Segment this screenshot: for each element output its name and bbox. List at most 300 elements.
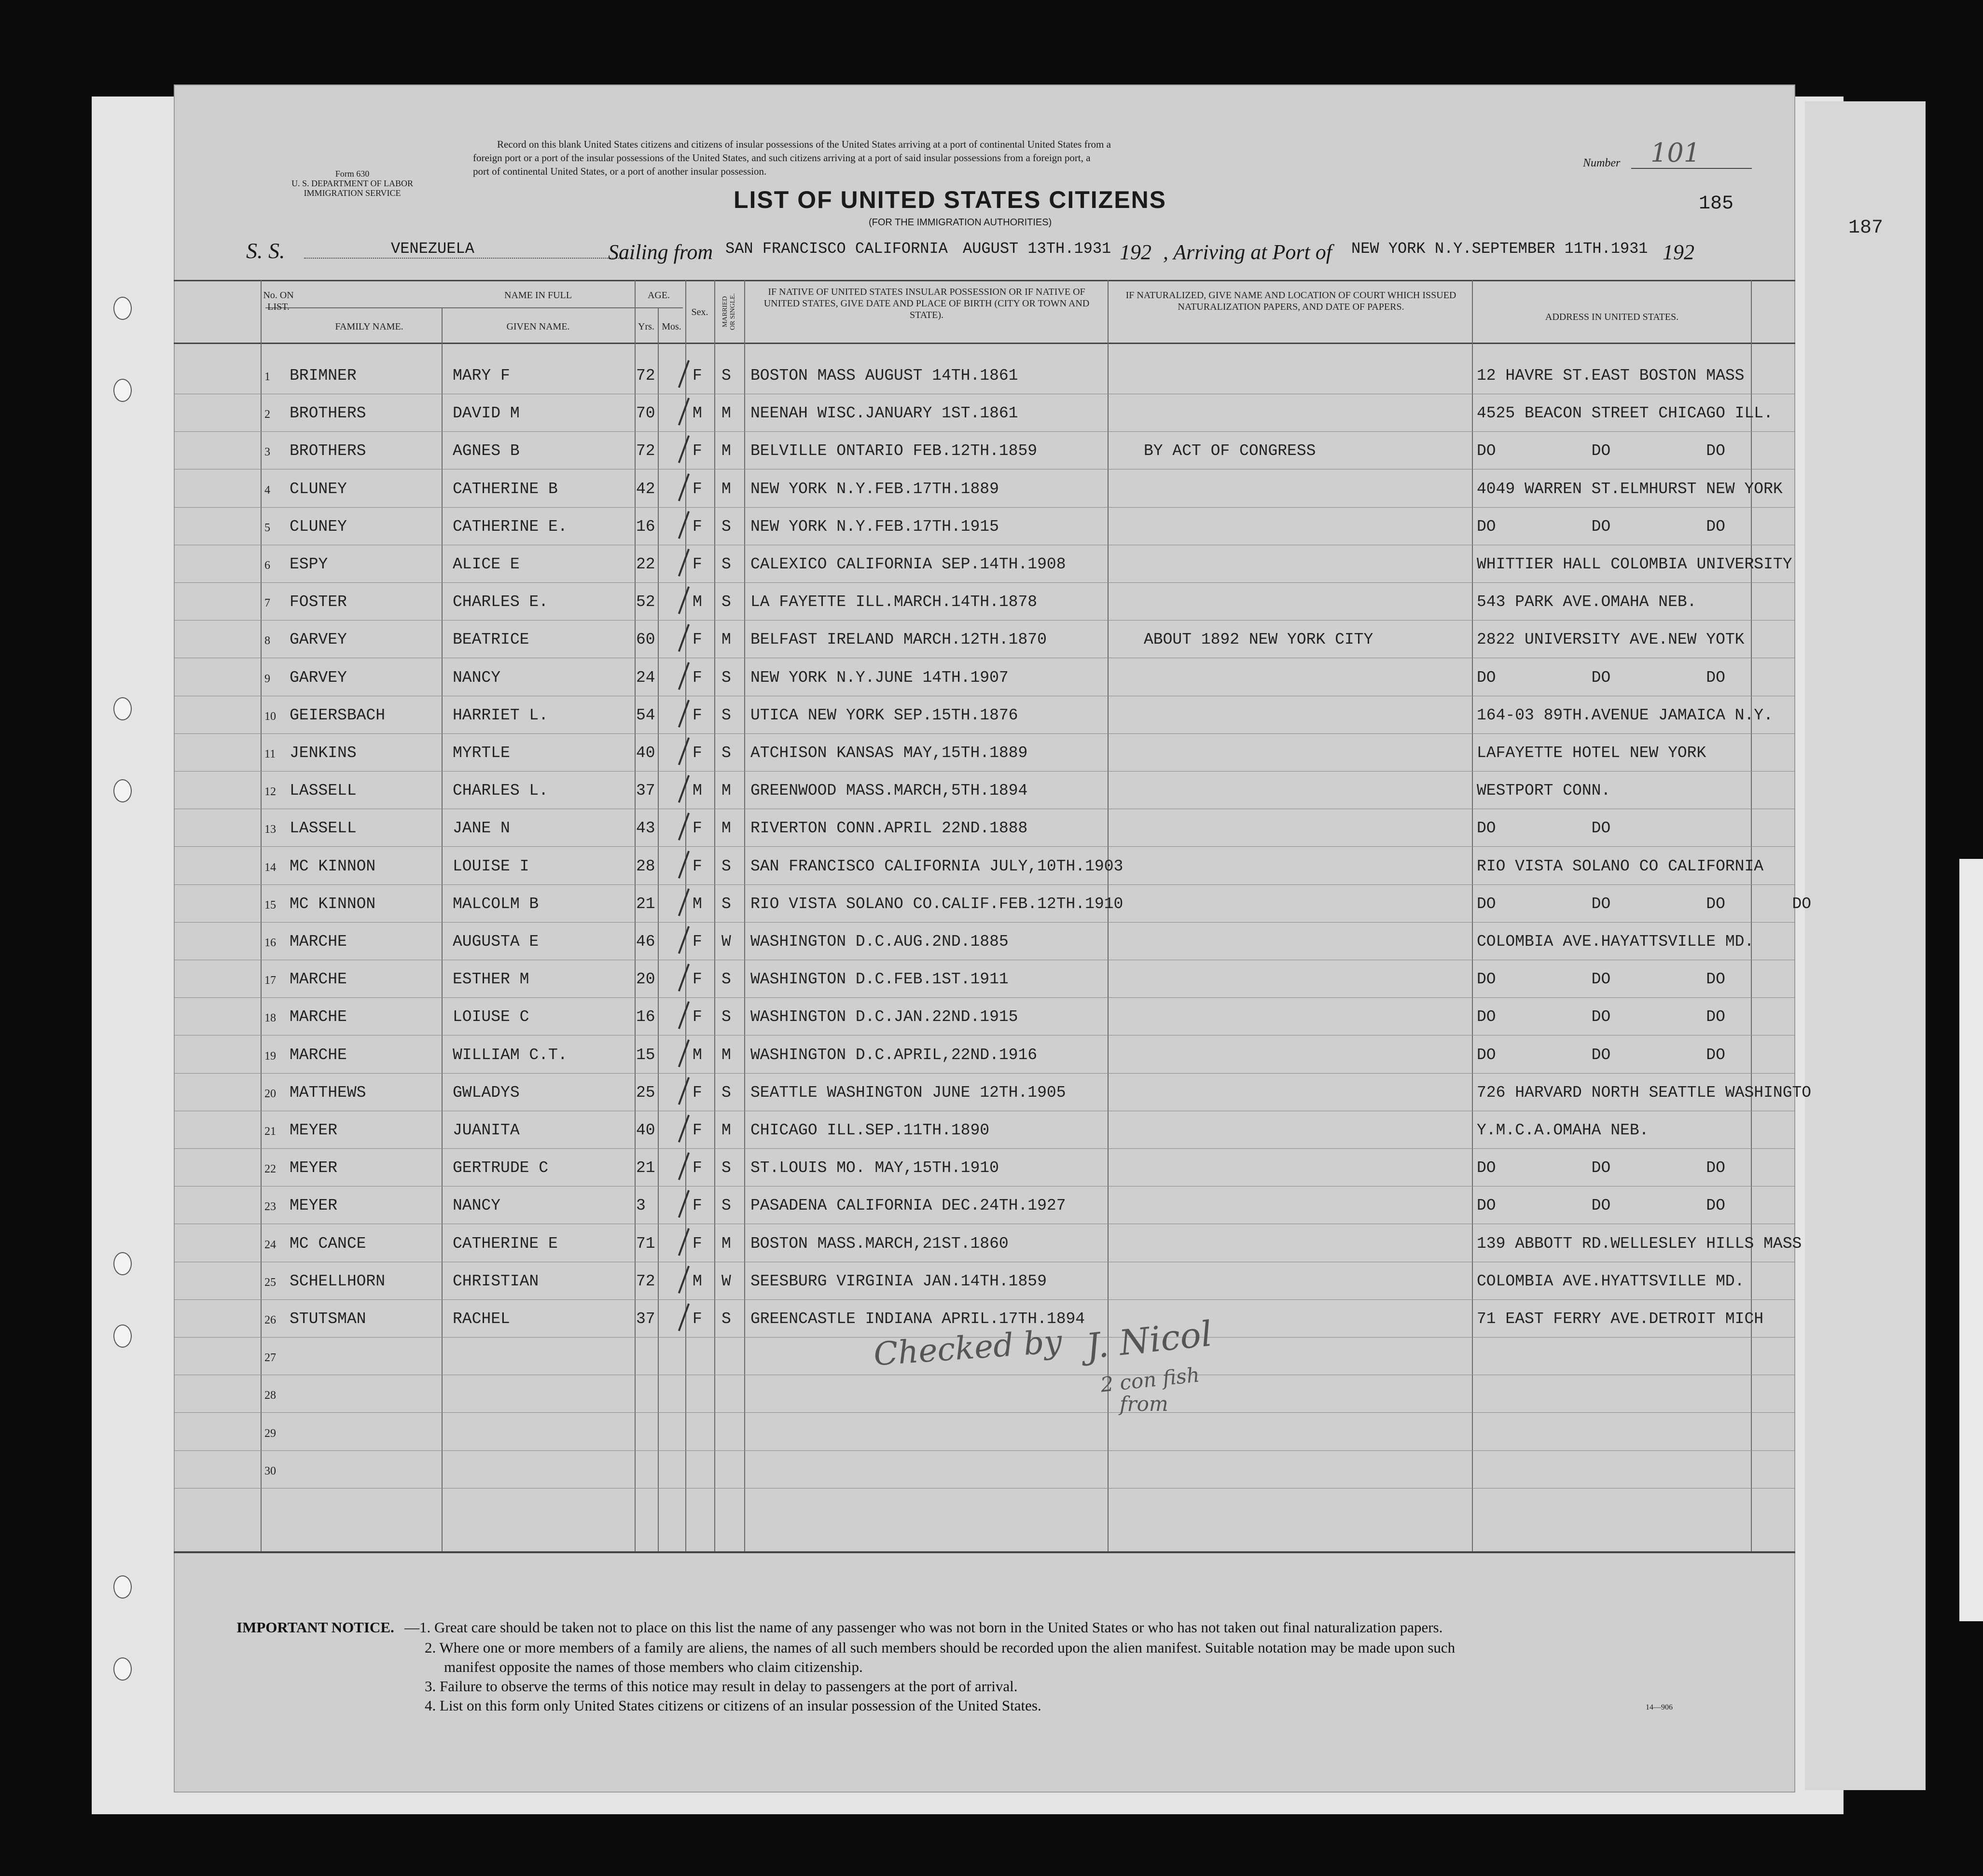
col-header-yrs: Yrs. bbox=[638, 321, 654, 332]
us-address: 139 ABBOTT RD.WELLESLEY HILLS MASS bbox=[1477, 1234, 1802, 1253]
marital-status: S bbox=[721, 706, 731, 724]
col-header-age: AGE. bbox=[647, 290, 670, 301]
birthplace-date: WASHINGTON D.C.FEB.1ST.1911 bbox=[750, 970, 1009, 989]
table-header-border bbox=[174, 343, 1795, 344]
family-name: MARCHE bbox=[290, 1008, 347, 1026]
row-number: 24 bbox=[264, 1238, 276, 1251]
list-number: 101 bbox=[1631, 138, 1752, 169]
row-number: 16 bbox=[264, 937, 276, 949]
table-row bbox=[174, 659, 1795, 697]
row-number: 6 bbox=[264, 559, 270, 572]
check-mark bbox=[678, 662, 690, 690]
instruction-line: Record on this blank United States citizens and citizens of insular possessions of the United States arriving at a port of continental United States from a bbox=[497, 138, 1111, 150]
row-rule bbox=[174, 733, 1795, 734]
sex: F bbox=[693, 1083, 702, 1102]
row-rule bbox=[174, 1299, 1795, 1300]
row-rule bbox=[174, 1148, 1795, 1149]
row-number: 18 bbox=[264, 1012, 276, 1025]
marital-status: M bbox=[721, 819, 731, 838]
family-name: FOSTER bbox=[290, 593, 347, 611]
row-number: 23 bbox=[264, 1200, 276, 1214]
page-stamp: 185 bbox=[1699, 193, 1734, 215]
row-number: 21 bbox=[264, 1125, 276, 1138]
sex: F bbox=[693, 367, 702, 385]
table-row bbox=[174, 357, 1795, 395]
family-name: LASSELL bbox=[290, 819, 357, 838]
page-subtitle: (FOR THE IMMIGRATION AUTHORITIES) bbox=[869, 217, 1052, 228]
age: 25 bbox=[636, 1083, 655, 1102]
given-name: CATHERINE B bbox=[453, 480, 558, 498]
col-header-no: No. ON LIST. bbox=[263, 290, 294, 312]
us-address: DO DO DO bbox=[1477, 442, 1725, 460]
marital-status: M bbox=[721, 631, 731, 649]
age: 71 bbox=[636, 1234, 655, 1253]
notice-item-2-cont: manifest opposite the names of those members who claim citizenship. bbox=[444, 1658, 863, 1675]
row-rule bbox=[174, 846, 1795, 847]
row-number: 15 bbox=[264, 898, 276, 911]
col-header-name: NAME IN FULL bbox=[504, 290, 572, 301]
punch-hole bbox=[113, 1252, 132, 1275]
sex: F bbox=[693, 1234, 702, 1253]
table-row bbox=[174, 998, 1795, 1036]
table-row bbox=[174, 508, 1795, 546]
row-number: 28 bbox=[264, 1389, 276, 1402]
marital-status: W bbox=[721, 933, 731, 951]
marital-status: M bbox=[721, 442, 731, 460]
sex: M bbox=[693, 895, 702, 913]
sex: F bbox=[693, 933, 702, 951]
check-mark bbox=[678, 1228, 690, 1256]
given-name: GWLADYS bbox=[453, 1083, 520, 1102]
row-number: 2 bbox=[264, 408, 270, 421]
check-mark bbox=[678, 1152, 690, 1180]
check-mark bbox=[678, 436, 690, 464]
marital-status: S bbox=[721, 593, 731, 611]
marital-status: S bbox=[721, 744, 731, 762]
given-name: CHRISTIAN bbox=[453, 1272, 539, 1290]
given-name: JUANITA bbox=[453, 1121, 520, 1139]
punch-hole bbox=[113, 697, 132, 720]
birthplace-date: RIO VISTA SOLANO CO.CALIF.FEB.12TH.1910 bbox=[750, 895, 1123, 913]
table-row bbox=[174, 848, 1795, 885]
family-name: MARCHE bbox=[290, 1046, 347, 1064]
given-name: ESTHER M bbox=[453, 970, 529, 989]
table-row bbox=[174, 885, 1812, 923]
marital-status: S bbox=[721, 668, 731, 687]
check-mark bbox=[678, 473, 690, 501]
naturalization: BY ACT OF CONGRESS bbox=[1144, 442, 1316, 460]
birthplace-date: BELFAST IRELAND MARCH.12TH.1870 bbox=[750, 631, 1047, 649]
table-row bbox=[174, 583, 1795, 621]
check-mark bbox=[678, 964, 690, 992]
family-name: CLUNEY bbox=[290, 480, 347, 498]
given-name: AGNES B bbox=[453, 442, 520, 460]
manifest-page bbox=[174, 84, 1812, 1793]
instruction-line: foreign port or a port of the insular possessions of the United States, and such citizens arriving at a port of said insular possessions from a foreign port, a bbox=[473, 152, 1091, 164]
birthplace-date: WASHINGTON D.C.APRIL,22ND.1916 bbox=[750, 1046, 1038, 1064]
us-address: 12 HAVRE ST.EAST BOSTON MASS bbox=[1477, 367, 1745, 385]
age: 24 bbox=[636, 668, 655, 687]
check-mark bbox=[678, 1190, 690, 1218]
service: IMMIGRATION SERVICE bbox=[304, 188, 401, 198]
row-rule bbox=[174, 1073, 1795, 1074]
table-row bbox=[174, 810, 1795, 847]
check-mark bbox=[678, 775, 690, 803]
sex: F bbox=[693, 819, 702, 838]
check-mark bbox=[678, 549, 690, 577]
col-header-naturalized: IF NATURALIZED, GIVE NAME AND LOCATION OF COURT WHICH ISSUED NATURALIZATION PAPERS, AND DATE OF PAPERS. bbox=[1125, 290, 1456, 312]
marital-status: S bbox=[721, 895, 731, 913]
arriving-label: , Arriving at Port of bbox=[1163, 240, 1332, 264]
given-name: WILLIAM C.T. bbox=[453, 1046, 568, 1064]
age: 16 bbox=[636, 1008, 655, 1026]
us-address: COLOMBIA AVE.HAYATTSVILLE MD. bbox=[1477, 933, 1754, 951]
year-suffix-2: 192 bbox=[1663, 240, 1694, 264]
marital-status: M bbox=[721, 1121, 731, 1139]
col-header-given: GIVEN NAME. bbox=[506, 321, 570, 332]
row-number: 10 bbox=[264, 710, 276, 723]
row-number: 4 bbox=[264, 483, 270, 497]
underlying-page-edge bbox=[1959, 859, 1983, 1621]
us-address: DO DO DO bbox=[1477, 1046, 1725, 1064]
instructions bbox=[473, 138, 1111, 178]
birthplace-date: NEW YORK N.Y.JUNE 14TH.1907 bbox=[750, 668, 1009, 687]
us-address: 2822 UNIVERSITY AVE.NEW YOTK bbox=[1477, 631, 1745, 649]
birthplace-date: LA FAYETTE ILL.MARCH.14TH.1878 bbox=[750, 593, 1038, 611]
family-name: MARCHE bbox=[290, 970, 347, 989]
check-mark bbox=[678, 398, 690, 426]
notice-item-2: 2. Where one or more members of a family are aliens, the names of all such members should be recorded upon the alien manifest. Suitable notation may be made upon such bbox=[425, 1639, 1456, 1656]
check-mark bbox=[678, 511, 690, 539]
birthplace-date: UTICA NEW YORK SEP.15TH.1876 bbox=[750, 706, 1018, 724]
given-name: ALICE E bbox=[453, 555, 520, 573]
family-name: MEYER bbox=[290, 1197, 338, 1215]
marital-status: M bbox=[721, 404, 731, 423]
row-number: 20 bbox=[264, 1087, 276, 1100]
table-top-border bbox=[174, 280, 1795, 281]
punch-hole bbox=[113, 297, 132, 320]
punch-hole bbox=[113, 1575, 132, 1599]
us-address: DO DO bbox=[1477, 819, 1611, 838]
given-name: RACHEL bbox=[453, 1310, 510, 1328]
table-row bbox=[174, 1376, 1795, 1413]
table-row bbox=[174, 697, 1795, 734]
us-address: RIO VISTA SOLANO CO CALIFORNIA bbox=[1477, 857, 1764, 875]
given-name: LOUISE I bbox=[453, 857, 529, 875]
birthplace-date: BOSTON MASS AUGUST 14TH.1861 bbox=[750, 367, 1018, 385]
form-id bbox=[280, 169, 425, 198]
row-rule bbox=[174, 884, 1795, 885]
us-address: DO DO DO bbox=[1477, 668, 1725, 687]
family-name: JENKINS bbox=[290, 744, 357, 762]
table-row bbox=[174, 1074, 1812, 1112]
table-row bbox=[174, 432, 1795, 470]
given-name: CATHERINE E bbox=[453, 1234, 558, 1253]
row-number: 27 bbox=[264, 1352, 276, 1365]
row-rule bbox=[174, 620, 1795, 621]
row-number: 5 bbox=[264, 521, 270, 534]
marital-status: M bbox=[721, 480, 731, 498]
table-row bbox=[174, 1036, 1795, 1074]
marital-status: S bbox=[721, 1197, 731, 1215]
birthplace-date: NEW YORK N.Y.FEB.17TH.1889 bbox=[750, 480, 999, 498]
given-name: NANCY bbox=[453, 1197, 501, 1215]
family-name: GEIERSBACH bbox=[290, 706, 386, 724]
sex: M bbox=[693, 404, 702, 423]
col-header-address: ADDRESS IN UNITED STATES. bbox=[1545, 312, 1679, 322]
age: 54 bbox=[636, 706, 655, 724]
row-rule bbox=[174, 1412, 1795, 1413]
punch-hole bbox=[113, 1324, 132, 1348]
marital-status: S bbox=[721, 1008, 731, 1026]
given-name: LOIUSE C bbox=[453, 1008, 529, 1026]
birthplace-date: GREENWOOD MASS.MARCH,5TH.1894 bbox=[750, 782, 1028, 800]
age: 37 bbox=[636, 1310, 655, 1328]
marital-status: S bbox=[721, 1083, 731, 1102]
birthplace-date: PASADENA CALIFORNIA DEC.24TH.1927 bbox=[750, 1197, 1066, 1215]
given-name: HARRIET L. bbox=[453, 706, 549, 724]
checker-signature: J. Nicol bbox=[1084, 1313, 1214, 1367]
marital-status: S bbox=[721, 857, 731, 875]
given-name: CHARLES L. bbox=[453, 782, 549, 800]
punch-hole bbox=[113, 379, 132, 402]
form-number: Form 630 bbox=[335, 169, 370, 179]
birthplace-date: ST.LOUIS MO. MAY,15TH.1910 bbox=[750, 1159, 999, 1177]
name-subheader-rule bbox=[265, 307, 680, 308]
sex: F bbox=[693, 1008, 702, 1026]
age-subheader-rule bbox=[635, 307, 683, 308]
us-address: 726 HARVARD NORTH SEATTLE WASHINGTO bbox=[1477, 1083, 1812, 1102]
form-code: 14—906 bbox=[1646, 1703, 1673, 1711]
marital-status: S bbox=[721, 970, 731, 989]
birthplace-date: WASHINGTON D.C.JAN.22ND.1915 bbox=[750, 1008, 1018, 1026]
row-number: 14 bbox=[264, 861, 276, 874]
page-stamp-right: 187 bbox=[1848, 217, 1884, 239]
check-mark bbox=[678, 813, 690, 841]
birthplace-date: BOSTON MASS.MARCH,21ST.1860 bbox=[750, 1234, 1009, 1253]
given-name: GERTRUDE C bbox=[453, 1159, 549, 1177]
sex: F bbox=[693, 970, 702, 989]
sailing-label: Sailing from bbox=[608, 240, 713, 264]
check-mark bbox=[678, 624, 690, 652]
department: U. S. DEPARTMENT OF LABOR bbox=[291, 179, 413, 188]
sex: F bbox=[693, 555, 702, 573]
given-name: BEATRICE bbox=[453, 631, 529, 649]
age: 37 bbox=[636, 782, 655, 800]
checker-note-2: from bbox=[1120, 1392, 1168, 1416]
row-rule bbox=[174, 771, 1795, 772]
sex: M bbox=[693, 782, 702, 800]
us-address: DO DO DO bbox=[1477, 970, 1725, 989]
row-number: 1 bbox=[264, 371, 270, 383]
birthplace-date: CALEXICO CALIFORNIA SEP.14TH.1908 bbox=[750, 555, 1066, 573]
family-name: MEYER bbox=[290, 1121, 338, 1139]
row-rule bbox=[174, 507, 1795, 508]
instruction-line: port of continental United States, or a port of another insular possession. bbox=[473, 166, 767, 177]
family-name: BROTHERS bbox=[290, 442, 366, 460]
us-address: WHITTIER HALL COLOMBIA UNIVERSITY bbox=[1477, 555, 1792, 573]
check-mark bbox=[678, 1303, 690, 1331]
birthplace-date: RIVERTON CONN.APRIL 22ND.1888 bbox=[750, 819, 1028, 838]
sex: F bbox=[693, 1197, 702, 1215]
table-row bbox=[174, 395, 1795, 432]
check-mark bbox=[678, 586, 690, 614]
marital-status: S bbox=[721, 1159, 731, 1177]
age: 70 bbox=[636, 404, 655, 423]
family-name: STUTSMAN bbox=[290, 1310, 366, 1328]
row-number: 3 bbox=[264, 446, 270, 459]
family-name: BRIMNER bbox=[290, 367, 357, 385]
check-mark bbox=[678, 888, 690, 916]
us-address: WESTPORT CONN. bbox=[1477, 782, 1611, 800]
birthplace-date: SEATTLE WASHINGTON JUNE 12TH.1905 bbox=[750, 1083, 1066, 1102]
table-row bbox=[174, 961, 1795, 998]
age: 15 bbox=[636, 1046, 655, 1064]
sailing-date: AUGUST 13TH.1931 bbox=[963, 240, 1111, 258]
sex: F bbox=[693, 668, 702, 687]
col-header-married: MARRIED OR SINGLE. bbox=[721, 293, 736, 331]
given-name: MYRTLE bbox=[453, 744, 510, 762]
sex: F bbox=[693, 631, 702, 649]
birthplace-date: WASHINGTON D.C.AUG.2ND.1885 bbox=[750, 933, 1009, 951]
family-name: MC KINNON bbox=[290, 857, 376, 875]
sex: F bbox=[693, 744, 702, 762]
page-title: LIST OF UNITED STATES CITIZENS bbox=[734, 186, 1167, 213]
age: 40 bbox=[636, 744, 655, 762]
us-address: DO DO DO bbox=[1477, 1159, 1725, 1177]
us-address: DO DO DO bbox=[1477, 1197, 1725, 1215]
family-name: BROTHERS bbox=[290, 404, 366, 423]
family-name: MEYER bbox=[290, 1159, 338, 1177]
us-address: 164-03 89TH.AVENUE JAMAICA N.Y. bbox=[1477, 706, 1773, 724]
sex: M bbox=[693, 1272, 702, 1290]
marital-status: S bbox=[721, 367, 731, 385]
birthplace-date: CHICAGO ILL.SEP.11TH.1890 bbox=[750, 1121, 990, 1139]
birthplace-date: BELVILLE ONTARIO FEB.12TH.1859 bbox=[750, 442, 1038, 460]
us-address: 4049 WARREN ST.ELMHURST NEW YORK bbox=[1477, 480, 1783, 498]
us-address: 71 EAST FERRY AVE.DETROIT MICH bbox=[1477, 1310, 1764, 1328]
us-address: DO DO DO DO bbox=[1477, 895, 1812, 913]
birthplace-date: SEESBURG VIRGINIA JAN.14TH.1859 bbox=[750, 1272, 1047, 1290]
age: 72 bbox=[636, 442, 655, 460]
sex: M bbox=[693, 593, 702, 611]
col-header-family: FAMILY NAME. bbox=[335, 321, 403, 332]
age: 72 bbox=[636, 367, 655, 385]
row-number: 30 bbox=[264, 1464, 276, 1477]
age: 60 bbox=[636, 631, 655, 649]
marital-status: S bbox=[721, 1310, 731, 1328]
punch-hole bbox=[113, 779, 132, 802]
checker-note: 2 con fish bbox=[1099, 1363, 1201, 1397]
check-mark bbox=[678, 1039, 690, 1067]
table-row bbox=[174, 1263, 1795, 1300]
underlying-page-right bbox=[1805, 101, 1926, 1790]
marital-status: M bbox=[721, 782, 731, 800]
row-number: 26 bbox=[264, 1314, 276, 1326]
sailing-from: SAN FRANCISCO CALIFORNIA bbox=[725, 240, 948, 258]
check-mark bbox=[678, 700, 690, 728]
notice-label: IMPORTANT NOTICE. bbox=[236, 1619, 394, 1636]
us-address: DO DO DO bbox=[1477, 517, 1725, 536]
row-number: 7 bbox=[264, 597, 270, 610]
check-mark bbox=[678, 737, 690, 765]
row-rule bbox=[174, 1450, 1795, 1451]
given-name: AUGUSTA E bbox=[453, 933, 539, 951]
family-name: GARVEY bbox=[290, 631, 347, 649]
given-name: CHARLES E. bbox=[453, 593, 549, 611]
row-rule bbox=[174, 922, 1795, 923]
age: 16 bbox=[636, 517, 655, 536]
given-name: CATHERINE E. bbox=[453, 517, 568, 536]
row-number: 17 bbox=[264, 974, 276, 987]
punch-hole bbox=[113, 1657, 132, 1681]
marital-status: S bbox=[721, 517, 731, 536]
family-name: GARVEY bbox=[290, 668, 347, 687]
birthplace-date: NEW YORK N.Y.FEB.17TH.1915 bbox=[750, 517, 999, 536]
col-header-sex: Sex. bbox=[691, 307, 708, 317]
table-row bbox=[174, 1187, 1795, 1225]
sex: F bbox=[693, 1121, 702, 1139]
us-address: DO DO DO bbox=[1477, 1008, 1725, 1026]
row-rule bbox=[174, 1488, 1795, 1489]
row-number: 9 bbox=[264, 672, 270, 685]
marital-status: M bbox=[721, 1046, 731, 1064]
year-suffix: 192 bbox=[1120, 240, 1151, 264]
family-name: MC KINNON bbox=[290, 895, 376, 913]
sex: F bbox=[693, 1159, 702, 1177]
table-row bbox=[174, 470, 1795, 508]
birthplace-date: GREENCASTLE INDIANA APRIL.17TH.1894 bbox=[750, 1310, 1085, 1328]
arriving-port: NEW YORK N.Y.SEPTEMBER 11TH.1931 bbox=[1351, 240, 1648, 258]
us-address: LAFAYETTE HOTEL NEW YORK bbox=[1477, 744, 1706, 762]
notice-item-3: 3. Failure to observe the terms of this notice may result in delay to passengers at the port of arrival. bbox=[425, 1678, 1018, 1695]
age: 40 bbox=[636, 1121, 655, 1139]
ship-name: VENEZUELA bbox=[304, 240, 632, 259]
ss-label: S. S. bbox=[246, 238, 285, 263]
age: 21 bbox=[636, 895, 655, 913]
row-number: 22 bbox=[264, 1163, 276, 1176]
birthplace-date: SAN FRANCISCO CALIFORNIA JULY,10TH.1903 bbox=[750, 857, 1123, 875]
sex: F bbox=[693, 480, 702, 498]
given-name: NANCY bbox=[453, 668, 501, 687]
marital-status: W bbox=[721, 1272, 731, 1290]
marital-status: M bbox=[721, 1234, 731, 1253]
row-number: 13 bbox=[264, 823, 276, 836]
age: 52 bbox=[636, 593, 655, 611]
age: 20 bbox=[636, 970, 655, 989]
sex: F bbox=[693, 1310, 702, 1328]
check-mark bbox=[678, 360, 690, 388]
us-address: COLOMBIA AVE.HYATTSVILLE MD. bbox=[1477, 1272, 1745, 1290]
row-number: 29 bbox=[264, 1427, 276, 1440]
family-name: MC CANCE bbox=[290, 1234, 366, 1253]
naturalization: ABOUT 1892 NEW YORK CITY bbox=[1144, 631, 1373, 649]
number-label: Number bbox=[1583, 157, 1621, 169]
age: 46 bbox=[636, 933, 655, 951]
check-mark bbox=[678, 1077, 690, 1105]
col-header-birth: IF NATIVE OF UNITED STATES INSULAR POSSESSION OR IF NATIVE OF UNITED STATES, GIVE DATE AND PLACE OF BIRTH (CITY OR TOWN AND STATE). bbox=[763, 287, 1090, 320]
check-mark bbox=[678, 1115, 690, 1143]
age: 42 bbox=[636, 480, 655, 498]
row-number: 25 bbox=[264, 1276, 276, 1289]
sex: F bbox=[693, 857, 702, 875]
row-number: 19 bbox=[264, 1049, 276, 1062]
table-row bbox=[174, 1149, 1795, 1187]
row-number: 11 bbox=[264, 748, 276, 760]
family-name: MARCHE bbox=[290, 933, 347, 951]
age: 3 bbox=[636, 1197, 646, 1215]
age: 72 bbox=[636, 1272, 655, 1290]
